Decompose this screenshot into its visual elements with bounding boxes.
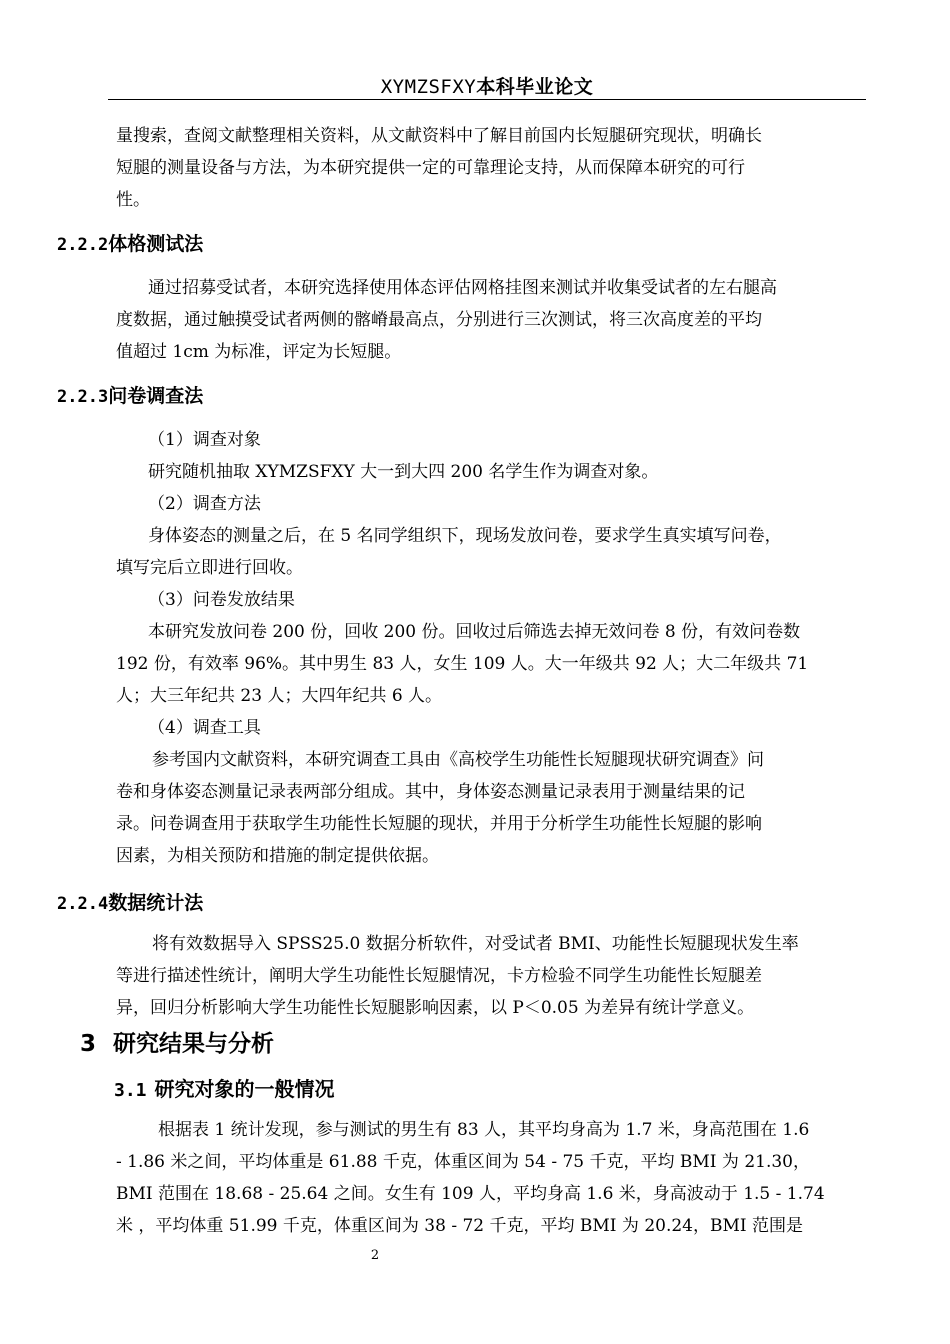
text-line: 本研究发放问卷 200 份，回收 200 份。回收过后筛选去掉无效问卷 8 份，有效问卷数: [148, 622, 801, 642]
text-line: （1）调查对象: [148, 430, 261, 450]
text-line: 卷和身体姿态测量记录表两部分组成。其中，身体姿态测量记录表用于测量结果的记: [116, 782, 745, 802]
paragraph-general-situation: [116, 1114, 856, 1242]
section-number: 3.1: [114, 1080, 147, 1101]
text-line: 短腿的测量设备与方法，为本研究提供一定的可靠理论支持，从而保障本研究的可行: [116, 158, 745, 178]
text-line: 192 份，有效率 96%。其中男生 83 人，女生 109 人。大一年级共 92 人；大二年级共 71: [116, 654, 809, 674]
text-line: 参考国内文献资料，本研究调查工具由《高校学生功能性长短腿现状研究调查》问: [152, 750, 764, 770]
text-line: 量搜索，查阅文献整理相关资料，从文献资料中了解目前国内长短腿研究现状，明确长: [116, 126, 762, 146]
text-line: - 1.86 米之间，平均体重是 61.88 千克，体重区间为 54 - 75 千克，平均 BMI 为 21.30，: [116, 1152, 810, 1172]
section-title: 问卷调查法: [108, 385, 204, 407]
page-number: 2: [370, 1248, 380, 1263]
text-line: 值超过 1cm 为标准，评定为长短腿。: [116, 342, 402, 362]
header-title-latin: XYMZSFXY: [380, 76, 477, 98]
text-line: 填写完后立即进行回收。: [116, 558, 303, 578]
text-line: 异，回归分析影响大学生功能性长短腿影响因素，以 P＜0.05 为差异有统计学意义。: [116, 998, 755, 1018]
text-line: 性。: [116, 190, 150, 210]
text-line: 身体姿态的测量之后，在 5 名同学组织下，现场发放问卷，要求学生真实填写问卷，: [148, 526, 782, 546]
chapter-number: 3: [80, 1031, 97, 1057]
text-line: BMI 范围在 18.68 - 25.64 之间。女生有 109 人，平均身高 1.6 米，身高波动于 1.5 - 1.74: [116, 1184, 825, 1204]
text-line: 研究随机抽取 XYMZSFXY 大一到大四 200 名学生作为调查对象。: [148, 462, 659, 482]
text-line: 人；大三年纪共 23 人；大四年纪共 6 人。: [116, 686, 443, 706]
section-title: 研究对象的一般情况: [154, 1077, 335, 1101]
chapter-heading-3: [80, 1025, 274, 1058]
chapter-title: 研究结果与分析: [113, 1031, 274, 1057]
text-line: （4）调查工具: [148, 718, 261, 738]
section-heading-2-2-4: [57, 888, 203, 915]
section-title: 体格测试法: [108, 233, 204, 255]
paragraph-physical-test: [116, 272, 856, 368]
text-line: 因素，为相关预防和措施的制定提供依据。: [116, 846, 439, 866]
text-line: （2）调查方法: [148, 494, 261, 514]
section-number: 2.2.3: [57, 387, 109, 407]
text-line: 度数据，通过触摸受试者两侧的髂嵴最高点，分别进行三次测试，将三次高度差的平均: [116, 310, 762, 330]
header-title-cn: 本科毕业论文: [476, 76, 594, 98]
section-heading-3-1: [114, 1073, 335, 1102]
paragraph-intro: [116, 120, 856, 216]
text-line: 米 ，平均体重 51.99 千克，体重区间为 38 - 72 千克，平均 BMI 为 20.24，BMI 范围是: [116, 1216, 804, 1236]
text-line: 根据表 1 统计发现，参与测试的男生有 83 人，其平均身高为 1.7 米，身高范围在 1.6: [158, 1120, 810, 1140]
section-title: 数据统计法: [108, 892, 204, 914]
section-number: 2.2.4: [57, 894, 109, 914]
text-line: （3）问卷发放结果: [148, 590, 295, 610]
text-line: 通过招募受试者，本研究选择使用体态评估网格挂图来测试并收集受试者的左右腿高: [148, 278, 777, 298]
text-line: 将有效数据导入 SPSS25.0 数据分析软件，对受试者 BMI、功能性长短腿现状发生率: [152, 934, 799, 954]
paragraph-questionnaire: [116, 424, 856, 872]
paragraph-statistics: [116, 928, 856, 1024]
text-line: 录。问卷调查用于获取学生功能性长短腿的现状，并用于分析学生功能性长短腿的影响: [116, 814, 762, 834]
section-heading-2-2-2: [57, 229, 203, 256]
section-number: 2.2.2: [57, 235, 109, 255]
section-heading-2-2-3: [57, 381, 203, 408]
page-header: [108, 72, 866, 99]
text-line: 等进行描述性统计，阐明大学生功能性长短腿情况，卡方检验不同学生功能性长短腿差: [116, 966, 762, 986]
header-rule: [108, 99, 866, 100]
